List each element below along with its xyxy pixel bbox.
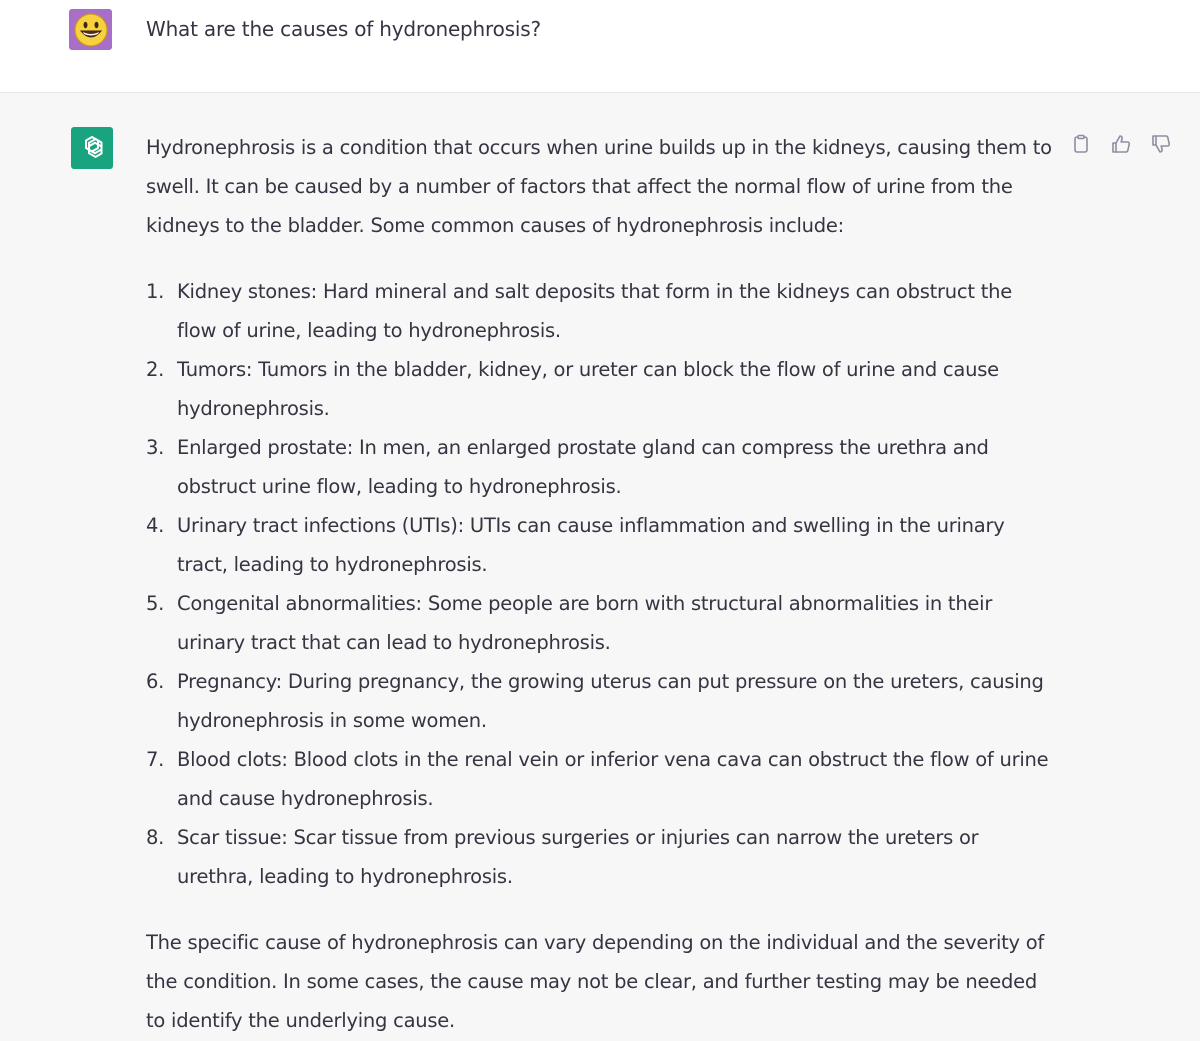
list-item-text: Urinary tract infections (UTIs): UTIs can cause inflammation and swelling in the urinary tract, leading to hydronephrosis. [177,514,1005,576]
list-item [146,818,1056,896]
list-number: 1. [146,280,165,303]
list-item-text: Enlarged prostate: In men, an enlarged prostate gland can compress the urethra and obstruct urine flow, leading to hydronephrosis. [177,436,989,498]
list-item [146,584,1056,662]
assistant-message-row [0,93,1200,1041]
smiley-face-icon [73,12,109,48]
list-number: 4. [146,514,165,537]
list-number: 3. [146,436,165,459]
list-number: 8. [146,826,165,849]
list-item [146,428,1056,506]
list-item [146,506,1056,584]
openai-logo-icon [77,133,107,163]
list-item [146,272,1056,350]
list-number: 5. [146,592,165,615]
outro-paragraph: The specific cause of hydronephrosis can vary depending on the individual and the severity of the condition. In some cases, the cause may not be clear, and further testing may be needed to identify the underlying cause. [146,931,1045,1032]
assistant-message-content [146,128,1056,1040]
intro-paragraph: Hydronephrosis is a condition that occurs when urine builds up in the kidneys, causing them to swell. It can be caused by a number of factors that affect the normal flow of urine from the kidneys to the bladder. Some common causes of hydronephrosis include: [146,136,1052,237]
list-item [146,740,1056,818]
list-item-text: Tumors: Tumors in the bladder, kidney, or ureter can block the flow of urine and cause hydronephrosis. [177,358,999,420]
list-number: 2. [146,358,165,381]
message-actions [1070,133,1172,155]
clipboard-icon[interactable] [1070,133,1092,155]
thumbs-down-icon[interactable] [1150,133,1172,155]
user-message-row [0,0,1200,93]
user-avatar [69,9,112,50]
thumbs-up-icon[interactable] [1110,133,1132,155]
list-item-text: Scar tissue: Scar tissue from previous surgeries or injuries can narrow the ureters or urethra, leading to hydronephrosis. [177,826,979,888]
list-number: 7. [146,748,165,771]
list-item-text: Kidney stones: Hard mineral and salt deposits that form in the kidneys can obstruct the flow of urine, leading to hydronephrosis. [177,280,1012,342]
assistant-avatar [71,127,113,169]
list-item-text: Congenital abnormalities: Some people are born with structural abnormalities in their urinary tract that can lead to hydronephrosis. [177,592,993,654]
list-item [146,662,1056,740]
list-item-text: Pregnancy: During pregnancy, the growing uterus can put pressure on the ureters, causing hydronephrosis in some women. [177,670,1044,732]
user-message-text: What are the causes of hydronephrosis? [146,17,541,41]
list-item [146,350,1056,428]
list-number: 6. [146,670,165,693]
list-item-text: Blood clots: Blood clots in the renal vein or inferior vena cava can obstruct the flow of urine and cause hydronephrosis. [177,748,1049,810]
causes-list [146,272,1056,896]
